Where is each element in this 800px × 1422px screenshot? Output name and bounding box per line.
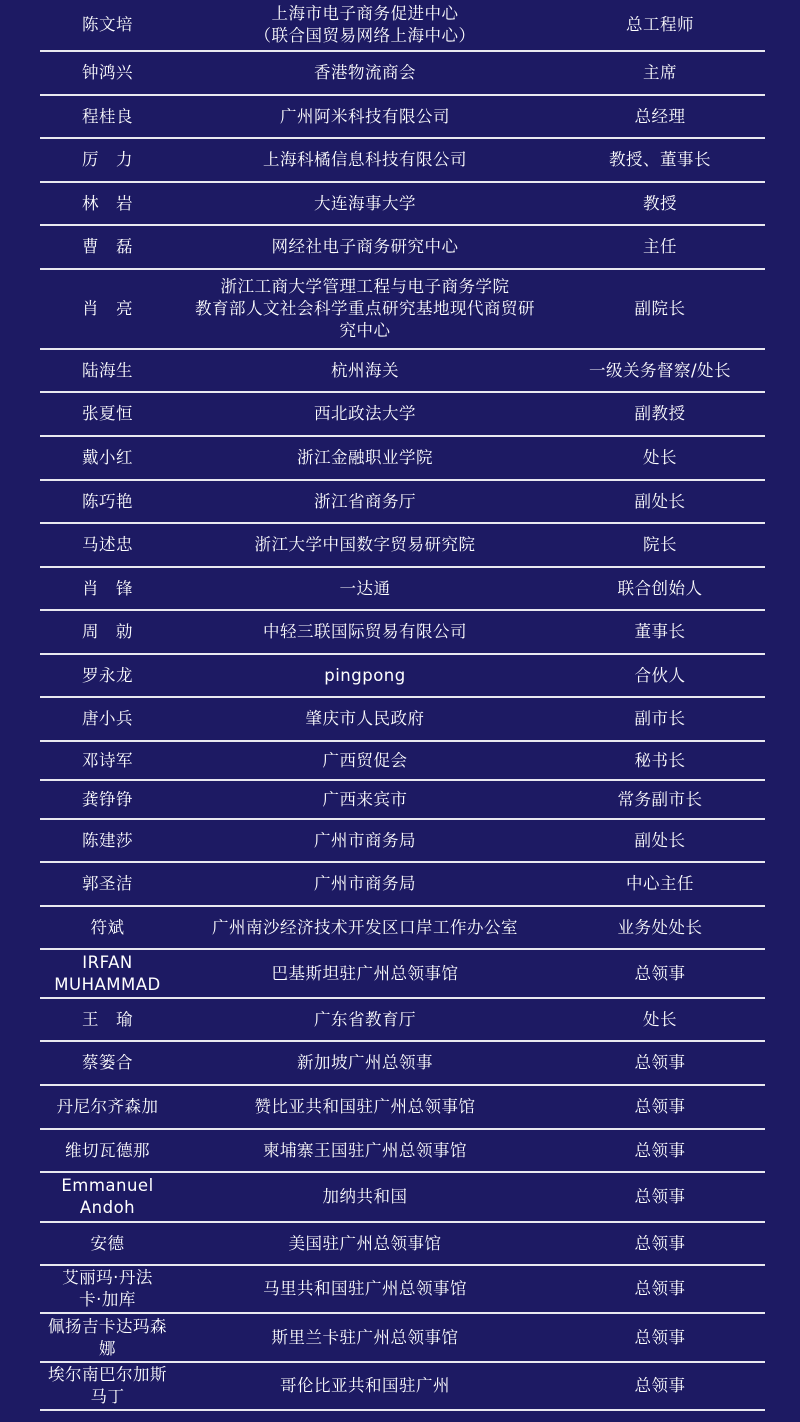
guest-title: 教授: [643, 193, 677, 213]
guest-title: 总工程师: [626, 15, 694, 34]
guest-organization: 广西来宾市: [322, 789, 408, 809]
table-row: [40, 907, 765, 950]
guest-name: 埃尔南巴尔加斯 马丁: [48, 1365, 167, 1406]
guest-name: 陈巧艳: [82, 491, 133, 511]
guest-name: 陈建莎: [82, 830, 133, 850]
table-row: [40, 950, 765, 999]
guest-title: 合伙人: [634, 665, 686, 685]
table-row: [40, 52, 765, 96]
guest-organization: 一达通: [339, 578, 391, 598]
table-row: [40, 183, 765, 226]
guest-organization: 浙江大学中国数字贸易研究院: [254, 535, 476, 554]
guest-title: 总领事: [634, 1187, 686, 1206]
guest-title: 副教授: [634, 404, 686, 423]
guest-name: 戴小红: [82, 448, 133, 467]
guest-name: 丹尼尔齐森加: [56, 1097, 159, 1116]
guest-organization: 美国驻广州总领事馆: [288, 1233, 442, 1253]
guest-name: 邓诗军: [82, 750, 133, 770]
guest-title: 总领事: [634, 1279, 686, 1298]
guest-title: 总经理: [634, 106, 686, 126]
guest-name: Emmanuel Andoh: [61, 1176, 154, 1217]
guest-name: 厉 力: [82, 150, 133, 169]
guest-title: 主任: [643, 237, 677, 256]
table-row: [40, 1314, 765, 1363]
guest-organization: 柬埔寨王国驻广州总领事馆: [263, 1140, 467, 1160]
table-row: [40, 0, 765, 52]
guest-organization: 广州阿米科技有限公司: [280, 106, 450, 126]
guest-name: 肖 锋: [82, 578, 133, 598]
guest-name: 周 勍: [82, 622, 133, 641]
guest-organization: 新加坡广州总领事: [297, 1053, 433, 1072]
guest-organization: 马里共和国驻广州总领事馆: [263, 1279, 467, 1298]
guest-title: 副市长: [634, 709, 686, 728]
guest-name: 唐小兵: [82, 709, 133, 728]
guest-title: 总领事: [634, 1053, 686, 1072]
guest-organization: 西北政法大学: [314, 404, 416, 423]
guest-organization: 杭州海关: [331, 360, 399, 380]
guest-name: 程桂良: [82, 106, 133, 126]
guest-title: 总领事: [634, 963, 686, 983]
table-row: [40, 1130, 765, 1173]
guest-organization: 香港物流商会: [314, 63, 416, 82]
guest-title: 教授、董事长: [609, 150, 711, 169]
guest-title: 常务副市长: [617, 789, 703, 809]
guest-title: 主席: [643, 63, 677, 82]
guest-title: 一级关务督察/处长: [588, 360, 732, 380]
guest-name: 符斌: [90, 917, 125, 937]
table-row: [40, 1086, 765, 1130]
guest-name: 郭圣洁: [82, 874, 133, 893]
guest-name: 安德: [90, 1233, 125, 1253]
guest-organization: 哥伦比亚共和国驻广州: [280, 1376, 450, 1395]
guest-organization: 上海科橘信息科技有限公司: [263, 150, 467, 169]
table-row: [40, 781, 765, 820]
table-row: [40, 1266, 765, 1314]
table-row: [40, 481, 765, 524]
guest-name: 王 瑜: [82, 1009, 133, 1029]
guest-organization: pingpong: [324, 665, 406, 685]
table-row: [40, 139, 765, 183]
guest-organization: 浙江省商务厅: [314, 491, 416, 511]
guest-name: 龚铮铮: [82, 789, 133, 809]
guest-table: [40, 0, 765, 1411]
guest-name: 陆海生: [82, 360, 133, 380]
table-row: [40, 1223, 765, 1266]
table-row: [40, 742, 765, 781]
table-row: [40, 96, 765, 139]
guest-organization: 广州市商务局: [314, 830, 416, 850]
table-row: [40, 820, 765, 863]
guest-title: 秘书长: [634, 750, 686, 770]
table-row: [40, 611, 765, 655]
guest-organization: 浙江工商大学管理工程与电子商务学院 教育部人文社会科学重点研究基地现代商贸研 究中心: [195, 277, 535, 340]
guest-organization: 广西贸促会: [322, 750, 408, 770]
guest-name: 马述忠: [82, 535, 133, 554]
guest-organization: 中轻三联国际贸易有限公司: [263, 622, 467, 641]
guest-organization: 大连海事大学: [314, 193, 416, 213]
guest-name: 蔡篓合: [82, 1053, 133, 1072]
guest-organization: 巴基斯坦驻广州总领事馆: [271, 963, 459, 983]
guest-name: 罗永龙: [82, 665, 133, 685]
guest-title: 处长: [643, 1009, 677, 1029]
table-row: [40, 226, 765, 270]
table-row: [40, 655, 765, 698]
guest-organization: 上海市电子商务促进中心 （联合国贸易网络上海中心）: [254, 4, 476, 45]
guest-title: 董事长: [634, 622, 686, 641]
table-row: [40, 270, 765, 350]
table-row: [40, 1042, 765, 1086]
guest-title: 总领事: [634, 1097, 686, 1116]
guest-organization: 浙江金融职业学院: [297, 448, 433, 467]
guest-name: 肖 亮: [82, 299, 133, 318]
guest-title: 总领事: [634, 1327, 686, 1347]
guest-title: 总领事: [634, 1376, 686, 1395]
guest-title: 副院长: [634, 299, 686, 318]
guest-name: 艾丽玛·丹法 卡·加库: [62, 1268, 153, 1309]
guest-name: 陈文培: [82, 15, 133, 34]
guest-name: 曹 磊: [82, 237, 133, 256]
guest-name: 维切瓦德那: [65, 1140, 150, 1160]
guest-title: 处长: [643, 448, 677, 467]
table-row: [40, 350, 765, 393]
guest-organization: 广州市商务局: [314, 874, 416, 893]
guest-name: 钟鸿兴: [82, 63, 133, 82]
table-row: [40, 999, 765, 1042]
guest-organization: 网经社电子商务研究中心: [271, 237, 459, 256]
guest-title: 副处长: [634, 830, 686, 850]
guest-organization: 广东省教育厅: [314, 1009, 416, 1029]
guest-name: 林 岩: [82, 193, 133, 213]
guest-title: 业务处处长: [617, 917, 703, 937]
guest-name: 佩扬吉卡达玛森 娜: [48, 1316, 167, 1358]
guest-organization: 加纳共和国: [322, 1187, 408, 1206]
guest-title: 院长: [643, 535, 677, 554]
table-row: [40, 393, 765, 437]
table-row: [40, 524, 765, 568]
table-row: [40, 437, 765, 481]
guest-title: 副处长: [634, 491, 686, 511]
table-row: [40, 568, 765, 611]
guest-title: 总领事: [634, 1140, 686, 1160]
guest-organization: 斯里兰卡驻广州总领事馆: [271, 1327, 459, 1347]
guest-title: 联合创始人: [617, 578, 703, 598]
guest-organization: 广州南沙经济技术开发区口岸工作办公室: [212, 917, 518, 937]
guest-title: 中心主任: [626, 874, 694, 893]
table-row: [40, 698, 765, 742]
guest-name: 张夏恒: [82, 404, 133, 423]
guest-organization: 赞比亚共和国驻广州总领事馆: [254, 1097, 476, 1116]
guest-organization: 肇庆市人民政府: [305, 709, 425, 728]
guest-title: 总领事: [634, 1233, 686, 1253]
guest-name: IRFAN MUHAMMAD: [54, 952, 161, 994]
table-row: [40, 1363, 765, 1411]
table-row: [40, 863, 765, 907]
table-row: [40, 1173, 765, 1223]
